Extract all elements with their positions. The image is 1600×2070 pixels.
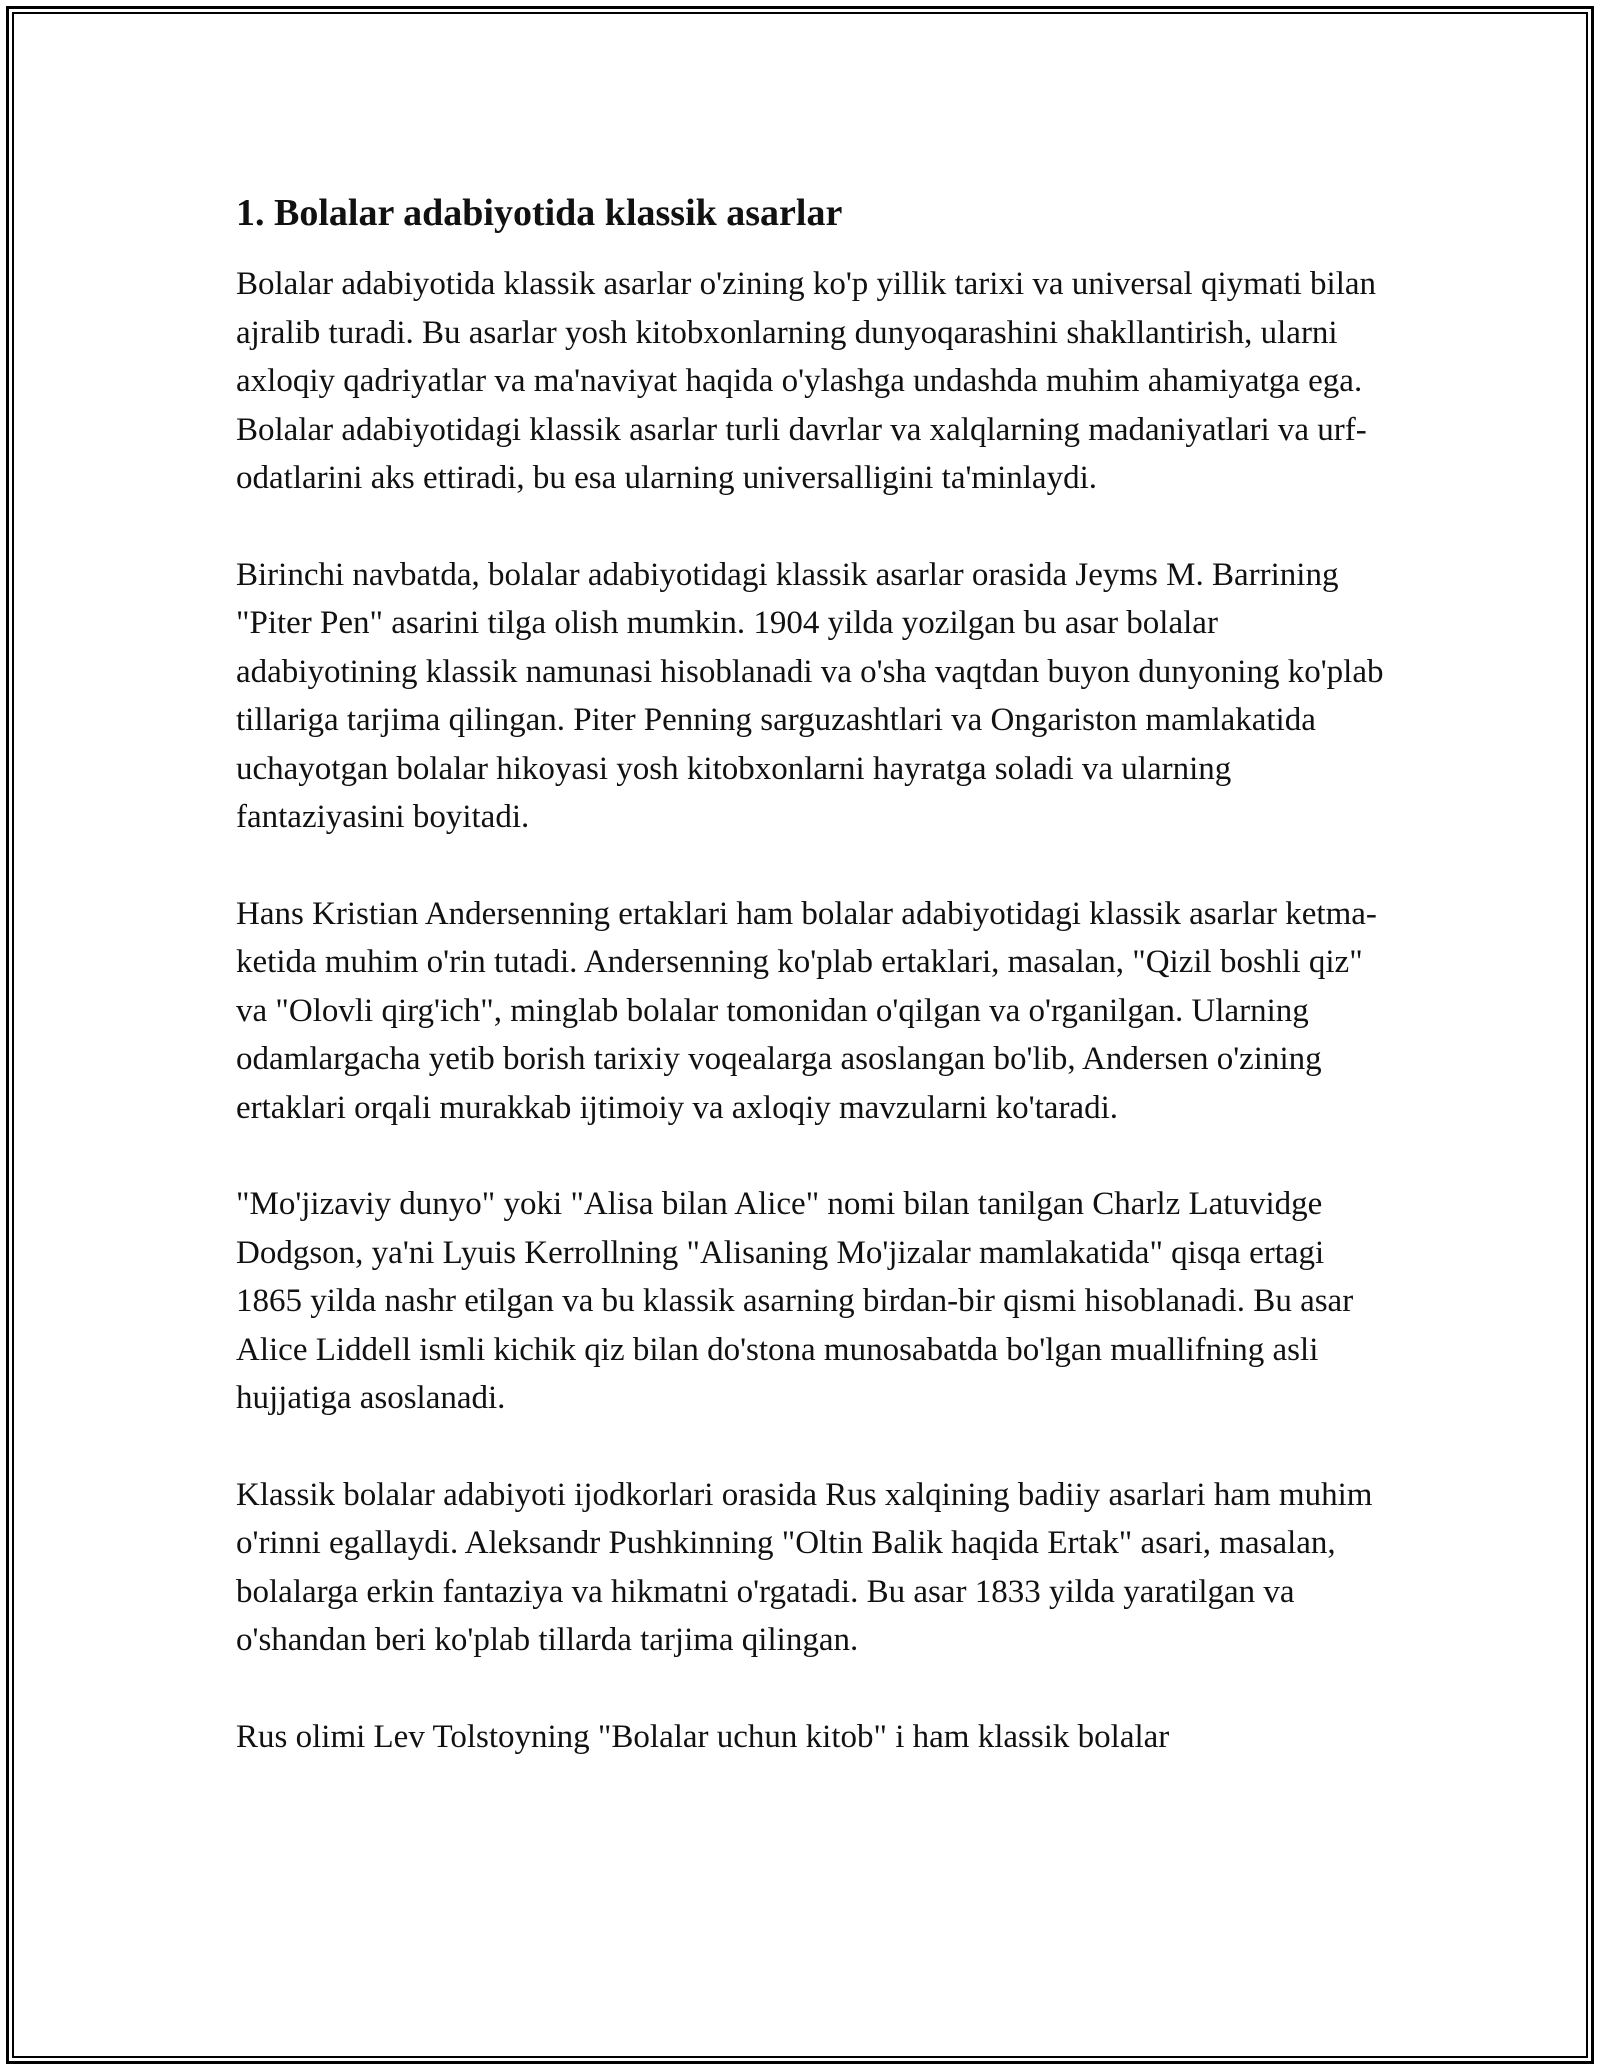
paragraph-tolstoy: Rus olimi Lev Tolstoyning "Bolalar uchun kitob" i ham klassik bolalar: [236, 1718, 1170, 1755]
paragraph-piter-pen: Birinchi navbatda, bolalar adabiyotidagi klassik asarlar orasida Jeyms M. Barrining "Piter Pen" asarini tilga olish mumkin. 1904 yilda yozilgan bu asar bolalar adabiyotining klassik namunasi hisoblanadi va o'sha vaqtdan buyon dunyoning ko'plab tillariga tarjima qilingan. Piter Penning sarguzashtlari va Ongariston mamlakatida uchayotgan bolalar hikoyasi yosh kitobxonlarni hayratga soladi va ularning fantaziyasini boyitadi.: [236, 556, 1384, 835]
document-body: [236, 190, 1386, 1809]
paragraph-alisa: "Mo'jizaviy dunyo" yoki "Alisa bilan Alice" nomi bilan tanilgan Charlz Latuvidge Dodgson, ya'ni Lyuis Kerrollning "Alisaning Mo'jizalar mamlakatida" qisqa ertagi 1865 yilda nashr etilgan va bu klassik asarning birdan-bir qismi hisoblanadi. Bu asar Alice Liddell ismli kichik qiz bilan do'stona munosabatda bo'lgan muallifning asli hujjatiga asoslanadi.: [236, 1186, 1354, 1416]
section-heading: 1. Bolalar adabiyotida klassik asarlar: [236, 192, 843, 234]
paragraph-intro: Bolalar adabiyotida klassik asarlar o'zining ko'p yillik tarixi va universal qiymati bilan ajralib turadi. Bu asarlar yosh kitobxonlarning dunyoqarashini shakllantirish, ularni axloqiy qadriyatlar va ma'naviyat haqida o'ylashga undashda muhim ahamiyatga ega. Bolalar adabiyotidagi klassik asarlar turli davrlar va xalqlarning madaniyatlari va urf-odatlarini aks ettiradi, bu esa ularning universalligini ta'minlaydi.: [236, 266, 1377, 496]
paragraph-pushkin: Klassik bolalar adabiyoti ijodkorlari orasida Rus xalqining badiiy asarlari ham muhim o'rinni egallaydi. Aleksandr Pushkinning "Oltin Balik haqida Ertak" asari, masalan, bolalarga erkin fantaziya va hikmatni o'rgatadi. Bu asar 1833 yilda yaratilgan va o'shandan beri ko'plab tillarda tarjima qilingan.: [236, 1476, 1373, 1658]
paragraph-andersen: Hans Kristian Andersenning ertaklari ham bolalar adabiyotidagi klassik asarlar ketma-ketida muhim o'rin tutadi. Andersenning ko'plab ertaklari, masalan, "Qizil boshli qiz" va "Olovli qirg'ich", minglab bolalar tomonidan o'qilgan va o'rganilgan. Ularning odamlargacha yetib borish tarixiy voqealarga asoslangan bo'lib, Andersen o'zining ertaklari orqali murakkab ijtimoiy va axloqiy mavzularni ko'taradi.: [236, 895, 1377, 1126]
